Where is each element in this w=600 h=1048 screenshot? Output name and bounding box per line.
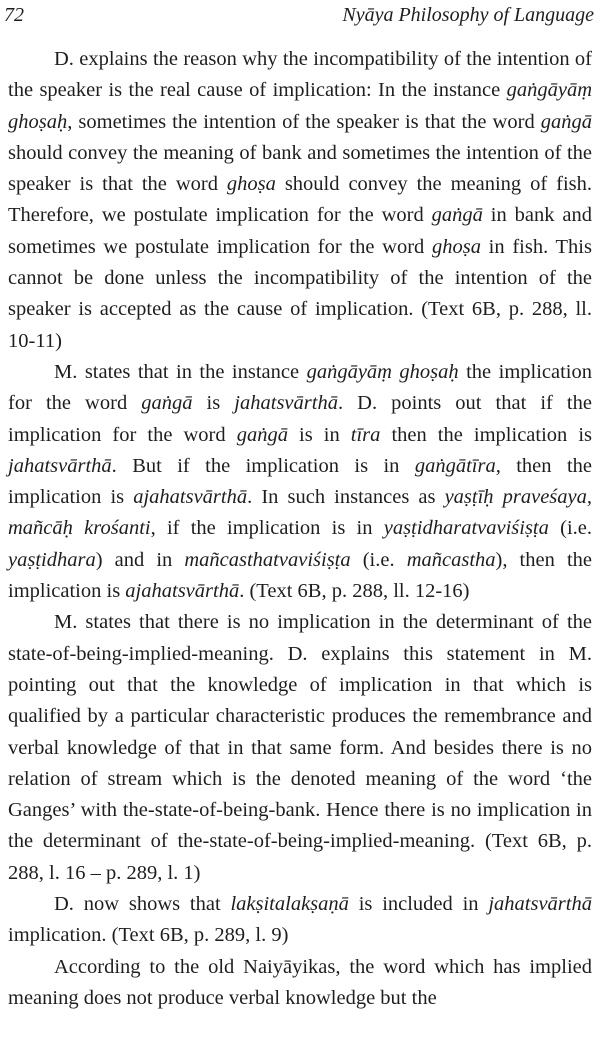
italic-term: gaṅgā: [141, 392, 193, 415]
text-run: D. now shows that: [54, 893, 231, 916]
italic-term: ajahatsvārthā: [125, 580, 240, 603]
text-run: ) and in: [95, 548, 185, 571]
italic-term: gaṅgāyāṃ ghoṣaḥ: [8, 79, 592, 133]
paragraph-4: [8, 889, 592, 952]
text-run: M. states that in the instance: [54, 360, 307, 383]
paragraph-2: [8, 357, 592, 607]
italic-term: gaṅgā: [236, 423, 288, 446]
paragraph-3: [8, 607, 592, 889]
text-run: , then the implication is: [8, 454, 592, 509]
text-run: implication. (Text 6B, p. 289, l. 9): [8, 924, 289, 947]
italic-term: mañcasthatvaviśiṣṭa: [184, 548, 351, 571]
text-run: ), then the implication is: [8, 548, 592, 603]
running-header: [4, 0, 594, 30]
text-run: According to the old Naiyāyikas, the word which has implied meaning does not produce verbal knowledge but the: [8, 955, 592, 1009]
running-title: Nyāya Philosophy of Language: [342, 3, 594, 26]
italic-term: ghoṣa: [431, 235, 481, 258]
italic-term: yaṣṭidharatvaviśiṣṭa: [383, 517, 549, 540]
text-run: in fish. This cannot be done unless the incompatibility of the intention of the speaker is accepted as the cause of implication. (Text 6B, p. 288, ll. 10-11): [8, 235, 592, 352]
text-run: . D. points out that if the implication for the word: [8, 392, 592, 446]
italic-term: jahatsvārthā: [234, 392, 338, 415]
text-run: should convey the meaning of fish. Therefore, we postulate implication for the word: [8, 173, 592, 227]
italic-term: ajahatsvārthā: [133, 486, 248, 509]
italic-term: lakṣitalakṣaṇā: [230, 893, 349, 916]
italic-term: yaṣṭidhara: [8, 548, 96, 571]
text-run: M. states that there is no implication in the determinant of the state-of-being-implied-meaning. D. explains this statement in M. pointing out that the knowledge of implication in that which is qualified by a particular characteristic produces the remembrance and verbal knowledge of that in that same form. And besides there is no relation of stream which is the denoted meaning of the word ‘the Ganges’ with the-state-of-being-bank. Hence there is no implication in the determinant of the-state-of-being-implied-meaning. (Text 6B, p. 288, l. 16 – p. 289, l. 1): [8, 611, 592, 884]
text-run: is included in: [348, 893, 489, 916]
text-run: is in: [287, 423, 351, 446]
paragraph-1: [8, 44, 592, 357]
paragraph-5: [8, 952, 592, 1015]
text-run: . In such instances as: [247, 486, 445, 509]
text-run: is: [192, 392, 235, 415]
text-run: D. explains the reason why the incompatibility of the intention of the speaker is the real cause of implication: In the instance: [8, 48, 592, 102]
text-run: (i.e.: [548, 517, 593, 540]
italic-term: jahatsvārthā: [488, 893, 592, 916]
italic-term: yaṣṭīḥ praveśaya, mañcāḥ krośanti: [8, 486, 592, 540]
body-text: [8, 44, 592, 1014]
italic-term: gaṅgātīra: [414, 454, 496, 477]
italic-term: ghoṣa: [226, 173, 276, 196]
italic-term: gaṅgā: [431, 204, 483, 227]
text-run: the implication for the word: [8, 360, 592, 415]
text-run: (i.e.: [350, 548, 407, 571]
text-run: in bank and sometimes we postulate implication for the word: [8, 204, 592, 258]
text-run: should convey the meaning of bank and sometimes the intention of the speaker is that the word: [8, 141, 592, 196]
text-run: , sometimes the intention of the speaker is that the word: [67, 110, 541, 133]
italic-term: gaṅgā: [540, 110, 592, 133]
page-number: 72: [4, 3, 24, 26]
text-run: , if the implication is in: [150, 517, 384, 540]
italic-term: mañcastha: [406, 548, 496, 571]
text-run: then the implication is: [380, 423, 593, 446]
italic-term: gaṅgāyāṃ ghoṣaḥ: [306, 360, 459, 383]
text-run: . But if the implication is in: [111, 454, 415, 477]
italic-term: jahatsvārthā: [8, 454, 112, 477]
text-run: . (Text 6B, p. 288, ll. 12-16): [239, 580, 470, 603]
italic-term: tīra: [350, 423, 381, 446]
